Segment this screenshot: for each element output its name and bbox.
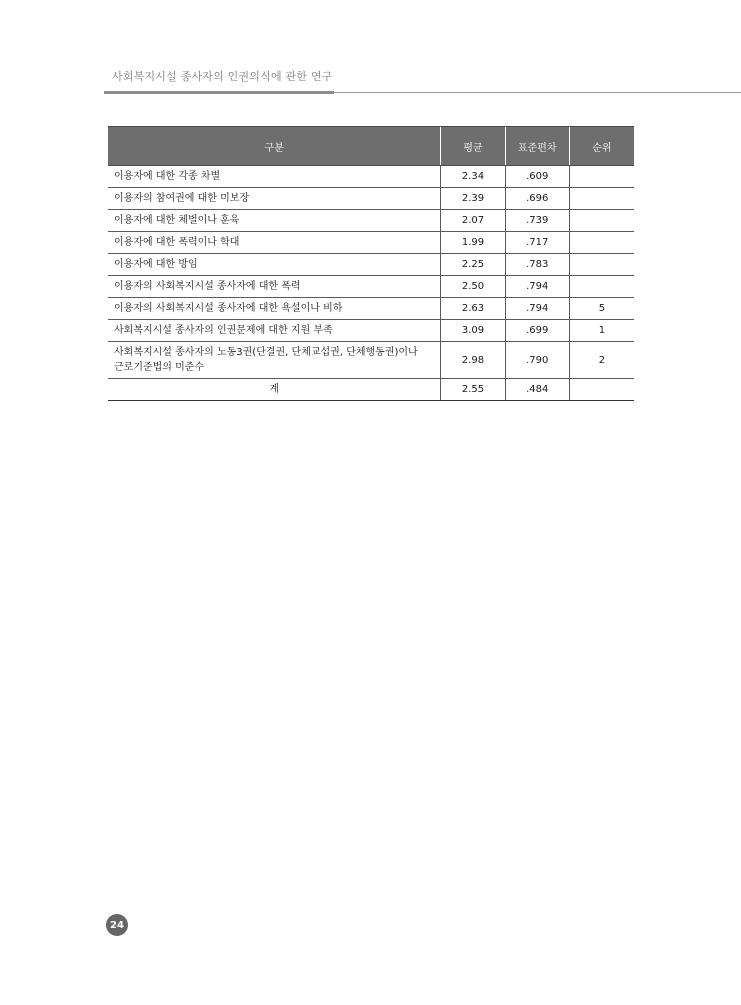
page-number-badge: 24	[106, 914, 128, 936]
total-mean: 2.55	[441, 379, 505, 401]
row-sd: .790	[505, 342, 569, 379]
row-item-line: 사회복지시설 종사자의 노동3권(단결권, 단체교섭권, 단체행동권)이나	[114, 347, 418, 358]
row-mean: 2.39	[441, 188, 505, 210]
row-rank: 2	[569, 342, 634, 379]
row-sd: .696	[505, 188, 569, 210]
row-item: 이용자의 사회복지시설 종사자에 대한 폭력	[108, 276, 441, 298]
table-total-row	[108, 379, 634, 401]
row-rank	[569, 166, 634, 188]
table-row	[108, 276, 634, 298]
row-rank	[569, 254, 634, 276]
row-item-line: 근로기준법의 미준수	[114, 362, 205, 373]
row-rank	[569, 210, 634, 232]
total-label: 계	[108, 379, 441, 401]
row-rank	[569, 188, 634, 210]
table-row	[108, 166, 634, 188]
table-row	[108, 298, 634, 320]
row-sd: .699	[505, 320, 569, 342]
row-item	[108, 342, 441, 379]
table-row	[108, 342, 634, 379]
row-item: 이용자의 참여권에 대한 미보장	[108, 188, 441, 210]
row-sd: .794	[505, 276, 569, 298]
row-mean: 2.07	[441, 210, 505, 232]
row-mean: 2.50	[441, 276, 505, 298]
header-rule-accent	[104, 91, 334, 94]
header-sd: 표준편차	[505, 127, 569, 166]
row-item: 이용자에 대한 체벌이나 훈육	[108, 210, 441, 232]
total-rank	[569, 379, 634, 401]
header-mean: 평균	[441, 127, 505, 166]
row-mean: 2.25	[441, 254, 505, 276]
row-sd: .717	[505, 232, 569, 254]
row-rank	[569, 276, 634, 298]
row-item: 이용자에 대한 각종 차별	[108, 166, 441, 188]
header-rank: 순위	[569, 127, 634, 166]
total-sd: .484	[505, 379, 569, 401]
row-rank	[569, 232, 634, 254]
row-rank: 1	[569, 320, 634, 342]
row-mean: 1.99	[441, 232, 505, 254]
table-row	[108, 232, 634, 254]
table-row	[108, 320, 634, 342]
row-item: 이용자에 대한 폭력이나 학대	[108, 232, 441, 254]
table-row	[108, 210, 634, 232]
header-item: 구분	[108, 127, 441, 166]
row-sd: .783	[505, 254, 569, 276]
row-mean: 2.63	[441, 298, 505, 320]
row-sd: .794	[505, 298, 569, 320]
row-rank: 5	[569, 298, 634, 320]
running-head: 사회복지시설 종사자의 인권의식에 관한 연구	[112, 70, 333, 83]
row-sd: .739	[505, 210, 569, 232]
row-item: 이용자에 대한 방임	[108, 254, 441, 276]
table-row	[108, 254, 634, 276]
row-mean: 2.98	[441, 342, 505, 379]
table-header-row	[108, 127, 634, 166]
row-mean: 3.09	[441, 320, 505, 342]
row-mean: 2.34	[441, 166, 505, 188]
row-sd: .609	[505, 166, 569, 188]
table-row	[108, 188, 634, 210]
row-item: 사회복지시설 종사자의 인권문제에 대한 지원 부족	[108, 320, 441, 342]
results-table	[108, 126, 634, 401]
row-item: 이용자의 사회복지시설 종사자에 대한 욕설이나 비하	[108, 298, 441, 320]
